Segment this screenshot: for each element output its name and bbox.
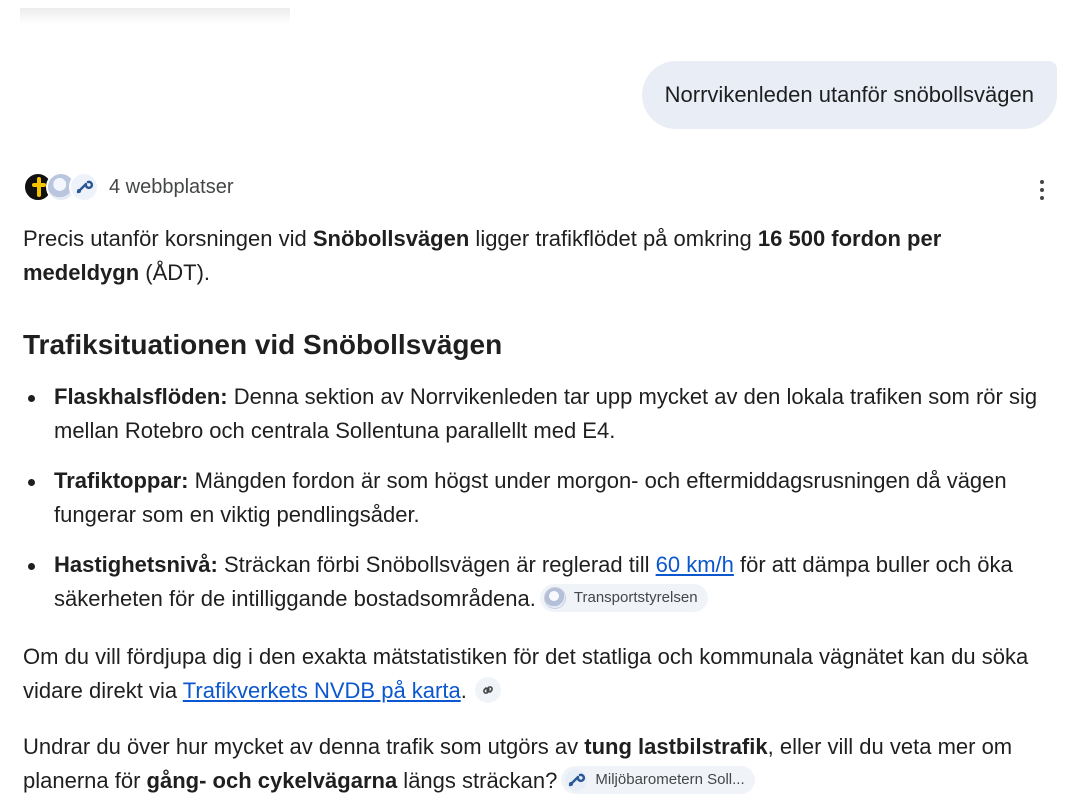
- section-heading: Trafiksituationen vid Snöbollsvägen: [23, 329, 503, 360]
- user-query-text: Norrvikenleden utanför snöbollsvägen: [664, 82, 1034, 107]
- globe-icon: [544, 587, 566, 609]
- bullet-list: [23, 380, 1063, 632]
- more-options-icon[interactable]: [1032, 178, 1052, 202]
- sources-label: 4 webbplatser: [109, 175, 234, 198]
- more-info-paragraph: Om du vill fördjupa dig i den exakta mätstatistiken för det statliga och kommunala vägnätet kan du söka vidare direkt via Trafikverkets NVDB på karta.: [23, 644, 1029, 703]
- user-query-bubble: [642, 61, 1057, 129]
- wrench-icon: [565, 769, 587, 791]
- answer-body: [23, 222, 1063, 793]
- link-icon[interactable]: [475, 677, 501, 703]
- speed-limit-link[interactable]: 60 km/h: [655, 552, 734, 577]
- nvdb-link[interactable]: Trafikverkets NVDB på karta: [182, 678, 461, 703]
- list-item: Hastighetsnivå: Sträckan förbi Snöbollsvägen är reglerad till 60 km/h för att dämpa buller och öka säkerheten för de intilliggande bostadsområdena. Transportstyrelsen: [23, 548, 1063, 616]
- scrolled-content-fade: [20, 8, 290, 24]
- wrench-icon: [69, 172, 99, 202]
- list-item: Trafiktoppar: Mängden fordon är som högst under morgon- och eftermiddagsrusningen då vägen fungerar som en viktig pendlingsåder.: [23, 464, 1063, 532]
- followup-paragraph: Undrar du över hur mycket av denna trafik som utgörs av tung lastbilstrafik, eller vill du veta mer om planerna för gång- och cykelvägarna längs sträckan? Miljöbarometern Soll...: [23, 734, 1013, 793]
- source-chip-miljobarometern[interactable]: Miljöbarometern Soll...: [561, 766, 754, 794]
- sources-button[interactable]: [23, 172, 234, 202]
- source-chip-transportstyrelsen[interactable]: Transportstyrelsen: [540, 584, 708, 612]
- list-item: Flaskhalsflöden: Denna sektion av Norrvikenleden tar upp mycket av den lokala trafiken som rör sig mellan Rotebro och centrala Sollentuna parallellt med E4.: [23, 380, 1063, 448]
- intro-paragraph: Precis utanför korsningen vid Snöbollsvägen ligger trafikflödet på omkring 16 500 fordon per medeldygn (ÅDT).: [23, 226, 942, 285]
